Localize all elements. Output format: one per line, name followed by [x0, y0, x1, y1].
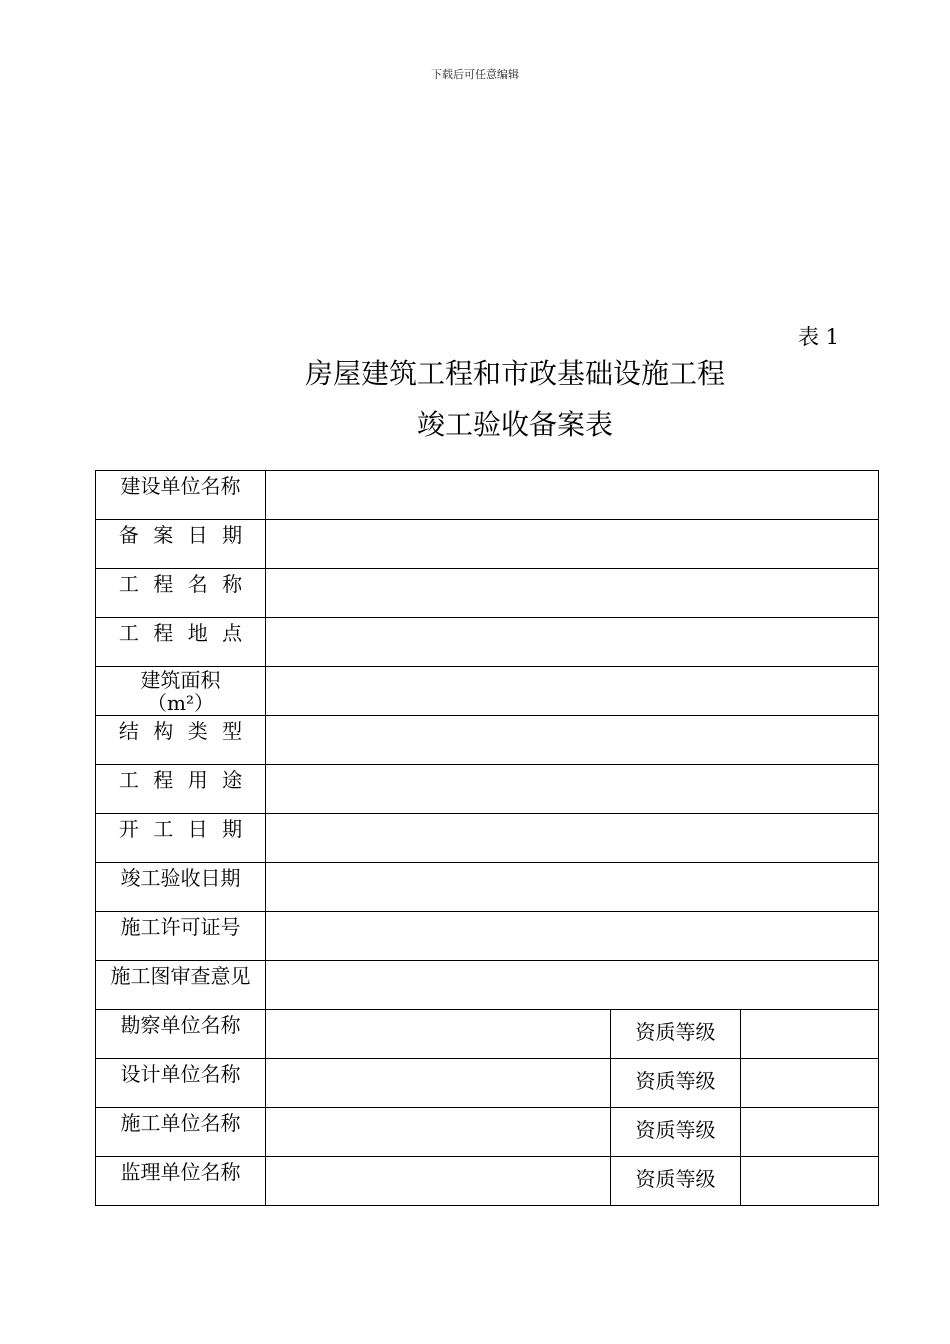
form-row: [96, 1157, 879, 1206]
row-label-start-date: 开工日期: [96, 814, 266, 863]
construction-contractor-field[interactable]: [266, 1108, 611, 1157]
building-area-unit: （m²）: [147, 691, 214, 715]
row-label-drawing-review: 施工图审查意见: [96, 961, 266, 1010]
design-qualification-label: 资质等级: [611, 1059, 741, 1108]
row-label-supervision-unit: 监理单位名称: [96, 1157, 266, 1206]
row-label-filing-date: 备案日期: [96, 520, 266, 569]
form-row: [96, 667, 879, 716]
form-row: [96, 716, 879, 765]
permit-number-field[interactable]: [266, 912, 879, 961]
filing-form-table: [95, 470, 879, 1206]
survey-qualification-label: 资质等级: [611, 1010, 741, 1059]
project-name-field[interactable]: [266, 569, 879, 618]
form-row: [96, 520, 879, 569]
form-row: [96, 569, 879, 618]
start-date-field[interactable]: [266, 814, 879, 863]
building-area-field[interactable]: [266, 667, 879, 716]
header-note: 下载后可任意编辑: [431, 68, 519, 81]
form-row: [96, 1010, 879, 1059]
row-label-building-area: [96, 667, 266, 716]
form-row: [96, 814, 879, 863]
survey-unit-field[interactable]: [266, 1010, 611, 1059]
row-label-construction-unit: 建设单位名称: [96, 471, 266, 520]
project-use-field[interactable]: [266, 765, 879, 814]
form-row: [96, 863, 879, 912]
row-label-project-location: 工程地点: [96, 618, 266, 667]
acceptance-date-field[interactable]: [266, 863, 879, 912]
form-row: [96, 765, 879, 814]
building-area-label: 建筑面积: [140, 668, 221, 692]
form-row: [96, 912, 879, 961]
survey-qualification-field[interactable]: [741, 1010, 879, 1059]
row-label-survey-unit: 勘察单位名称: [96, 1010, 266, 1059]
drawing-review-field[interactable]: [266, 961, 879, 1010]
row-label-project-use: 工程用途: [96, 765, 266, 814]
row-label-construction-contractor: 施工单位名称: [96, 1108, 266, 1157]
project-location-field[interactable]: [266, 618, 879, 667]
form-row: [96, 1059, 879, 1108]
construction-unit-field[interactable]: [266, 471, 879, 520]
row-label-project-name: 工程名称: [96, 569, 266, 618]
supervision-qualification-field[interactable]: [741, 1157, 879, 1206]
supervision-unit-field[interactable]: [266, 1157, 611, 1206]
row-label-permit-number: 施工许可证号: [96, 912, 266, 961]
design-unit-field[interactable]: [266, 1059, 611, 1108]
row-label-structure-type: 结构类型: [96, 716, 266, 765]
form-row: [96, 1108, 879, 1157]
row-label-design-unit: 设计单位名称: [96, 1059, 266, 1108]
construction-qualification-field[interactable]: [741, 1108, 879, 1157]
form-title-line2: 竣工验收备案表: [416, 408, 613, 441]
construction-qualification-label: 资质等级: [611, 1108, 741, 1157]
supervision-qualification-label: 资质等级: [611, 1157, 741, 1206]
row-label-acceptance-date: 竣工验收日期: [96, 863, 266, 912]
form-row: [96, 618, 879, 667]
filing-date-field[interactable]: [266, 520, 879, 569]
form-title-line1: 房屋建筑工程和市政基础设施工程: [304, 357, 725, 390]
structure-type-field[interactable]: [266, 716, 879, 765]
table-number: 表 1: [798, 325, 840, 349]
design-qualification-field[interactable]: [741, 1059, 879, 1108]
form-row: [96, 961, 879, 1010]
form-row: [96, 471, 879, 520]
